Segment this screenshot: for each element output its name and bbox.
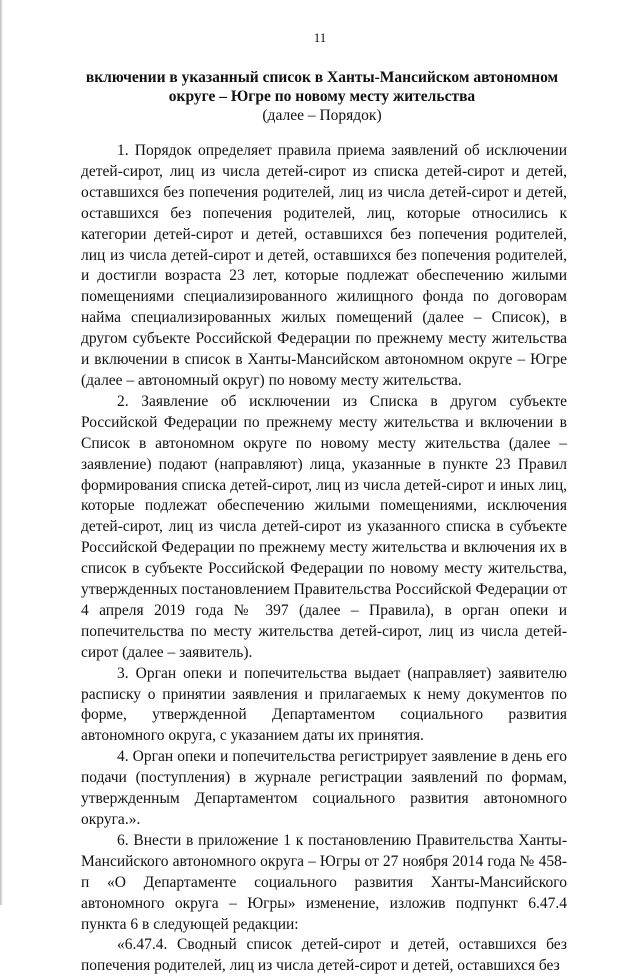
- heading-line-1: включении в указанный список в Ханты-Мансийском автономном: [85, 69, 559, 86]
- paragraph-5: 6. Внести в приложение 1 к постановлению Правительства Ханты-Мансийского автономного округа – Югры от 27 ноября 2014 года № 458-п «О Департаменте социального развития Ханты-Мансийского автономного округа – Югры» изменение, изложив подпункт 6.47.4 пункта 6 в следующей редакции:: [81, 831, 567, 933]
- heading-line-3: (далее – Порядок): [262, 107, 382, 124]
- page-edge-shadow: [0, 0, 3, 905]
- page-number: 11: [313, 30, 327, 45]
- document-body: [81, 141, 567, 977]
- paragraph-2: 2. Заявление об исключении из Списка в другом субъекте Российской Федерации по прежнему месту жительства и включении в Список в автономном округе по новому месту жительства (далее – заявление) подают (направляют) лица, указанные в пункте 23 Правил формирования списка детей-сирот, лиц из числа детей-сирот и иных лиц, которые подлежат обеспечению жилыми помещениями, исключения детей-сирот, лиц из числа детей-сирот из указанного списка в субъекте Российской Федерации по прежнему месту жительства и включения их в список в субъекте Российской Федерации по новому месту жительства, утвержденных постановлением Правительства Российской Федерации от 4 апреля 2019 года № 397 (далее – Правила), в орган опеки и попечительства по месту жительства детей-сирот, лиц из числа детей-сирот (далее – заявитель).: [81, 392, 567, 661]
- paragraph-6: «6.47.4. Сводный список детей-сирот и детей, оставшихся без попечения родителей, лиц из числа детей-сирот и детей, оставшихся без: [81, 936, 567, 975]
- paragraph-3: 3. Орган опеки и попечительства выдает (направляет) заявителю расписку о принятии заявления и прилагаемых к нему документов по форме, утвержденной Департаментом социального развития автономного округа, с указанием даты их принятия.: [81, 664, 567, 745]
- heading-line-2: округе – Югре по новому месту жительства: [168, 88, 476, 105]
- paragraph-1: 1. Порядок определяет правила приема заявлений об исключении детей-сирот, лиц из числа детей-сирот из списка детей-сирот и детей, оставшихся без попечения родителей, лиц из числа детей-сирот и детей, оставшихся без попечения родителей, лиц, которые относились к категории детей-сирот и детей, оставшихся без попечения родителей, лиц из числа детей-сирот и детей, оставшихся без попечения родителей, и достигли возраста 23 лет, которые подлежат обеспечению жилыми помещениями специализированного жилищного фонда по договорам найма специализированных жилых помещений (далее – Список), в другом субъекте Российской Федерации по прежнему месту жительства и включении в список в Ханты-Мансийском автономном округе – Югре (далее – автономный округ) по новому месту жительства.: [81, 142, 567, 389]
- document-heading: [80, 68, 564, 125]
- paragraph-4: 4. Орган опеки и попечительства регистрирует заявление в день его подачи (поступления) в журнале регистрации заявлений по формам, утвержденным Департаментом социального развития автономного округа.».: [81, 748, 567, 828]
